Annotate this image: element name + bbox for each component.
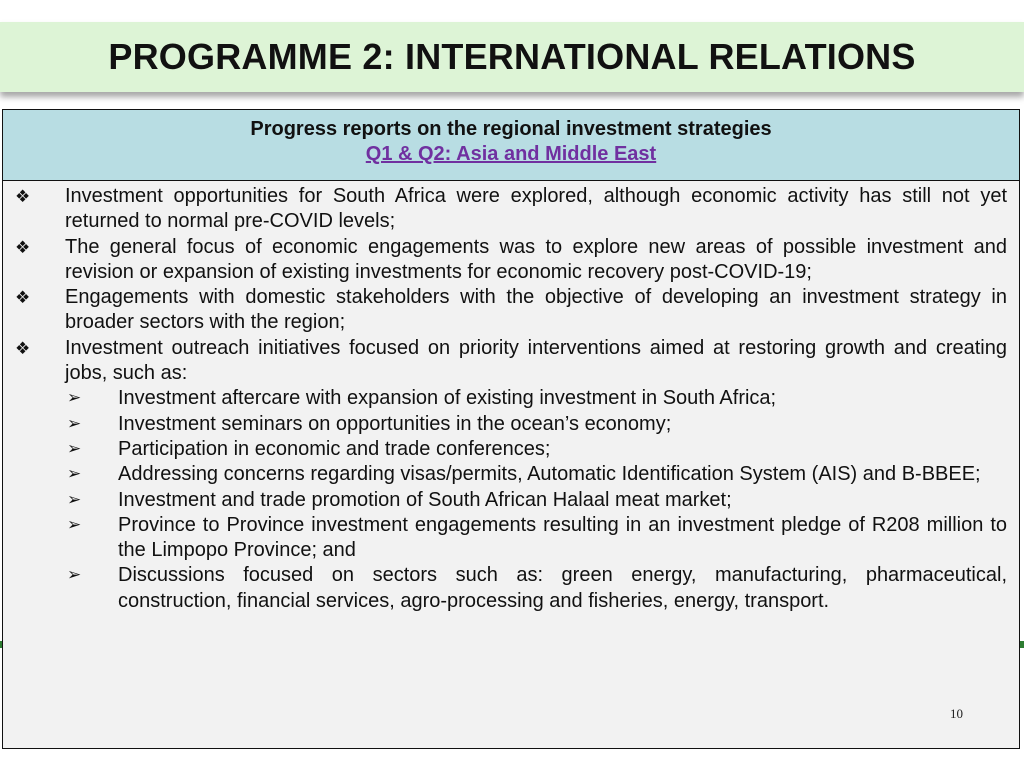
diamond-bullet-icon: ❖ (15, 187, 31, 206)
sub-list-item-text: Participation in economic and trade conferences; (118, 437, 551, 460)
sub-list-item (15, 563, 1007, 614)
list-item-text: Investment opportunities for South Africa were explored, although economic activity has still not yet returned to normal pre-COVID levels; (65, 185, 1007, 233)
sub-list-item-text: Investment and trade promotion of South African Halaal meat market; (118, 488, 732, 511)
list-item-text: The general focus of economic engagements was to explore new areas of possible investment and revision or expansion of existing investments for economic recovery post-COVID-19; (65, 235, 1007, 283)
list-item (15, 184, 1007, 235)
page-title: PROGRAMME 2: INTERNATIONAL RELATIONS (108, 36, 916, 77)
diamond-bullet-icon: ❖ (15, 288, 31, 308)
list-item (15, 285, 1007, 336)
page-number: 10 (950, 706, 963, 721)
sub-list-item (15, 462, 1007, 487)
list-item-text: Engagements with domestic stakeholders with the objective of developing an investment strategy in broader sectors with the region; (65, 286, 1007, 334)
sub-list-item (15, 386, 1007, 411)
sub-list-item-text: Investment aftercare with expansion of existing investment in South Africa; (118, 387, 777, 410)
sub-list-item (15, 488, 1007, 513)
arrowhead-bullet-icon: ➢ (67, 464, 82, 484)
sub-list-item (15, 412, 1007, 437)
arrowhead-bullet-icon: ➢ (67, 489, 82, 509)
arrowhead-bullet-icon: ➢ (67, 413, 82, 433)
sub-list-item-text: Discussions focused on sectors such as: green energy, manufacturing, pharmaceutical, construction, financial services, agro-processing and fisheries, energy, transport. (118, 564, 1007, 612)
diamond-bullet-icon: ❖ (15, 338, 31, 358)
arrowhead-bullet-icon: ➢ (67, 438, 82, 458)
content-box (2, 109, 1020, 749)
sub-list-item-text: Investment seminars on opportunities in the ocean’s economy; (118, 412, 672, 435)
sub-list-item-text: Province to Province investment engagements resulting in an investment pledge of R208 million to the Limpopo Province; and (118, 513, 1007, 562)
title-bar (0, 22, 1024, 92)
bullet-list (3, 181, 1019, 614)
box-subheading-link[interactable]: Q1 & Q2: Asia and Middle East (365, 143, 657, 165)
box-header (3, 110, 1019, 181)
list-item-text: Investment outreach initiatives focused on priority interventions aimed at restoring growth and creating jobs, such as: (65, 336, 1007, 385)
list-item (15, 235, 1007, 286)
arrowhead-bullet-icon: ➢ (67, 514, 82, 534)
arrowhead-bullet-icon: ➢ (67, 565, 82, 585)
right-accent-mark (1020, 641, 1024, 648)
diamond-bullet-icon: ❖ (15, 237, 31, 257)
sub-list-item (15, 437, 1007, 462)
arrowhead-bullet-icon: ➢ (67, 388, 82, 408)
list-item (15, 336, 1007, 387)
sub-list-item-text: Addressing concerns regarding visas/permits, Automatic Identification System (AIS) and B-BBEE; (118, 463, 981, 486)
box-heading: Progress reports on the regional investment strategies (250, 118, 772, 140)
sub-list-item (15, 513, 1007, 564)
